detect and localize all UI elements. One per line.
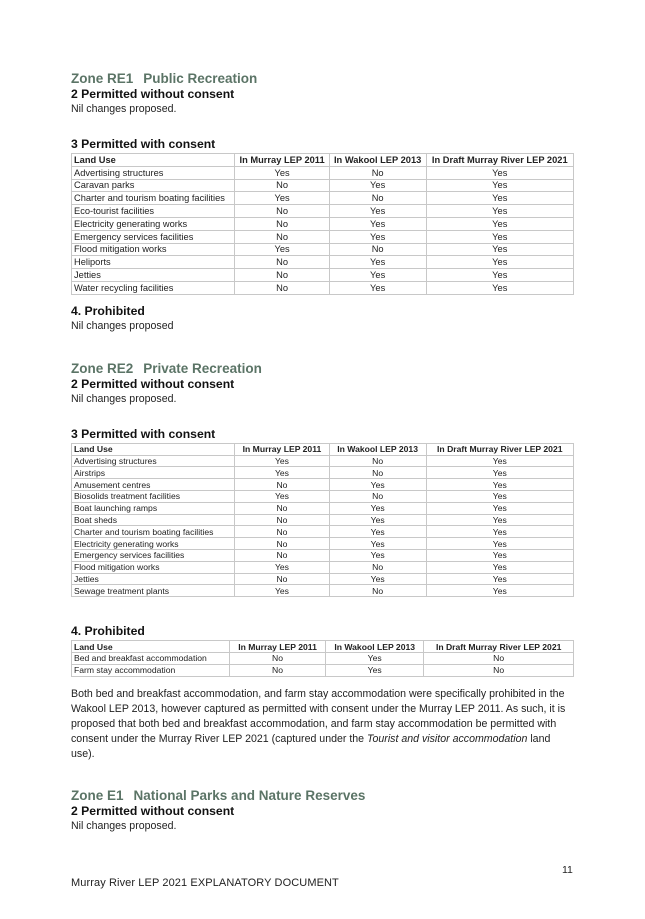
value-cell: Yes <box>426 256 573 269</box>
value-cell: No <box>329 467 426 479</box>
table-row <box>72 490 574 502</box>
table-row <box>72 166 574 179</box>
value-cell: Yes <box>426 243 573 256</box>
land-use-cell: Charter and tourism boating facilities <box>72 526 235 538</box>
re2-paragraph-text-1: Both bed and breakfast accommodation, and farm stay accommodation were specifically prohibited in the Wakool LEP 2013, however captured as permitted with consent under the Murray LEP 2011. As such, it is proposed that both bed and breakfast accommodation, and farm stay accommodation be permitted with consent under the Murray River LEP 2021 (captured under the <box>71 687 566 745</box>
zone-re2-name: Private Recreation <box>143 360 262 376</box>
zone-re2-code: Zone RE2 <box>71 360 134 376</box>
re1-permitted-with-consent-heading: 3 Permitted with consent <box>71 137 216 151</box>
zone-re2-heading <box>71 360 574 377</box>
table-row <box>72 479 574 491</box>
value-cell: Yes <box>426 490 573 502</box>
re2-permitted-without-consent-heading: 2 Permitted without consent <box>71 376 235 391</box>
column-header: In Wakool LEP 2013 <box>326 641 424 653</box>
value-cell: Yes <box>235 166 329 179</box>
e1-permitted-without-consent-heading: 2 Permitted without consent <box>71 803 235 818</box>
page-number: 11 <box>562 864 573 876</box>
value-cell: Yes <box>426 561 573 573</box>
value-cell: Yes <box>235 455 330 467</box>
table-row <box>72 538 574 550</box>
value-cell: Yes <box>426 217 573 230</box>
value-cell: Yes <box>326 652 424 664</box>
table-row <box>72 281 574 294</box>
land-use-cell: Sewage treatment plants <box>72 585 235 597</box>
column-header: In Murray LEP 2011 <box>230 641 326 653</box>
value-cell: No <box>235 217 329 230</box>
column-header: In Wakool LEP 2013 <box>329 443 426 455</box>
zone-re1-code: Zone RE1 <box>71 71 134 86</box>
value-cell: No <box>230 652 326 664</box>
value-cell: Yes <box>426 179 573 192</box>
value-cell: Yes <box>329 526 426 538</box>
table-row <box>72 502 574 514</box>
table-row <box>72 205 574 218</box>
re2-permitted-with-consent-heading: 3 Permitted with consent <box>71 426 216 441</box>
value-cell: Yes <box>426 573 573 585</box>
value-cell: Yes <box>426 514 573 526</box>
column-header: Land Use <box>72 641 230 653</box>
value-cell: Yes <box>329 217 426 230</box>
value-cell: No <box>329 490 426 502</box>
value-cell: Yes <box>235 192 329 205</box>
re2-prohibited-heading: 4. Prohibited <box>71 624 145 639</box>
zone-e1-name: National Parks and Nature Reserves <box>133 787 366 803</box>
value-cell: Yes <box>426 455 573 467</box>
value-cell: No <box>235 269 329 282</box>
land-use-cell: Farm stay accommodation <box>72 664 230 676</box>
value-cell: Yes <box>426 205 573 218</box>
re1-permitted-without-consent-heading: 2 Permitted without consent <box>71 87 235 101</box>
land-use-cell: Biosolids treatment facilities <box>72 490 235 502</box>
e1-pwoc-text: Nil changes proposed. <box>71 819 177 832</box>
table-row <box>72 664 574 676</box>
value-cell: Yes <box>329 256 426 269</box>
land-use-cell: Boat launching ramps <box>72 502 235 514</box>
land-use-cell: Electricity generating works <box>72 538 235 550</box>
table-row <box>72 256 574 269</box>
value-cell: No <box>329 166 426 179</box>
value-cell: Yes <box>329 230 426 243</box>
table-row <box>72 467 574 479</box>
table-row <box>72 549 574 561</box>
re2-pwoc-text: Nil changes proposed. <box>71 392 177 405</box>
land-use-cell: Flood mitigation works <box>72 561 235 573</box>
value-cell: Yes <box>426 192 573 205</box>
land-use-cell: Charter and tourism boating facilities <box>72 192 235 205</box>
value-cell: Yes <box>426 526 573 538</box>
value-cell: Yes <box>235 243 329 256</box>
value-cell: No <box>235 479 330 491</box>
value-cell: No <box>329 243 426 256</box>
value-cell: Yes <box>235 585 330 597</box>
value-cell: Yes <box>329 205 426 218</box>
value-cell: Yes <box>329 549 426 561</box>
column-header: In Murray LEP 2011 <box>235 154 329 167</box>
value-cell: Yes <box>329 269 426 282</box>
land-use-cell: Flood mitigation works <box>72 243 235 256</box>
zone-re1-name: Public Recreation <box>143 71 258 86</box>
value-cell: No <box>329 192 426 205</box>
value-cell: No <box>329 561 426 573</box>
table-row <box>72 652 574 664</box>
value-cell: No <box>235 205 329 218</box>
table-row <box>72 179 574 192</box>
table-row <box>72 526 574 538</box>
land-use-cell: Jetties <box>72 573 235 585</box>
value-cell: Yes <box>235 490 330 502</box>
value-cell: Yes <box>329 179 426 192</box>
table-row <box>72 230 574 243</box>
re2-paragraph-italic: Tourist and visitor accommodation <box>367 732 528 745</box>
table-row <box>72 217 574 230</box>
value-cell: No <box>329 455 426 467</box>
value-cell: No <box>329 585 426 597</box>
value-cell: No <box>235 538 330 550</box>
column-header: Land Use <box>72 443 235 455</box>
table-row <box>72 514 574 526</box>
land-use-cell: Electricity generating works <box>72 217 235 230</box>
value-cell: Yes <box>329 538 426 550</box>
land-use-cell: Caravan parks <box>72 179 235 192</box>
column-header: In Draft Murray River LEP 2021 <box>426 154 573 167</box>
value-cell: No <box>235 230 329 243</box>
column-header: Land Use <box>72 154 235 167</box>
value-cell: No <box>424 652 574 664</box>
re1-prohibited-heading: 4. Prohibited <box>71 303 145 318</box>
value-cell: Yes <box>329 573 426 585</box>
value-cell: No <box>235 573 330 585</box>
value-cell: No <box>235 179 329 192</box>
table-row <box>72 269 574 282</box>
value-cell: Yes <box>329 479 426 491</box>
value-cell: Yes <box>426 585 573 597</box>
value-cell: No <box>235 256 329 269</box>
land-use-cell: Bed and breakfast accommodation <box>72 652 230 664</box>
value-cell: Yes <box>426 166 573 179</box>
value-cell: Yes <box>426 230 573 243</box>
zone-re1-heading <box>71 70 574 87</box>
land-use-cell: Boat sheds <box>72 514 235 526</box>
value-cell: No <box>235 502 330 514</box>
value-cell: Yes <box>235 561 330 573</box>
value-cell: Yes <box>326 664 424 676</box>
document-page <box>71 70 574 833</box>
re1-prohibited-text: Nil changes proposed <box>71 319 174 332</box>
value-cell: No <box>424 664 574 676</box>
value-cell: Yes <box>426 269 573 282</box>
land-use-cell: Eco-tourist facilities <box>72 205 235 218</box>
value-cell: No <box>235 514 330 526</box>
table-header-row <box>72 154 574 167</box>
value-cell: No <box>235 549 330 561</box>
table-row <box>72 585 574 597</box>
value-cell: Yes <box>426 549 573 561</box>
land-use-cell: Airstrips <box>72 467 235 479</box>
column-header: In Wakool LEP 2013 <box>329 154 426 167</box>
table-row <box>72 192 574 205</box>
value-cell: Yes <box>426 467 573 479</box>
value-cell: Yes <box>426 502 573 514</box>
value-cell: Yes <box>329 281 426 294</box>
re2-prohibited-table <box>71 640 574 676</box>
column-header: In Murray LEP 2011 <box>235 443 330 455</box>
value-cell: Yes <box>329 514 426 526</box>
land-use-cell: Jetties <box>72 269 235 282</box>
land-use-cell: Heliports <box>72 256 235 269</box>
value-cell: Yes <box>426 281 573 294</box>
table-row <box>72 455 574 467</box>
value-cell: Yes <box>329 502 426 514</box>
table-header-row <box>72 641 574 653</box>
column-header: In Draft Murray River LEP 2021 <box>426 443 573 455</box>
table-row <box>72 573 574 585</box>
land-use-cell: Amusement centres <box>72 479 235 491</box>
re2-explanation-paragraph <box>71 687 574 762</box>
land-use-cell: Advertising structures <box>72 166 235 179</box>
table-row <box>72 561 574 573</box>
column-header: In Draft Murray River LEP 2021 <box>424 641 574 653</box>
footer-document-title: Murray River LEP 2021 EXPLANATORY DOCUMENT <box>71 877 339 889</box>
value-cell: Yes <box>426 479 573 491</box>
land-use-cell: Emergency services facilities <box>72 230 235 243</box>
re2-permitted-table <box>71 443 574 597</box>
land-use-cell: Emergency services facilities <box>72 549 235 561</box>
re1-pwoc-text: Nil changes proposed. <box>71 103 177 115</box>
land-use-cell: Advertising structures <box>72 455 235 467</box>
value-cell: No <box>235 526 330 538</box>
re2-paragraph-text-2: land use). <box>71 732 551 760</box>
land-use-cell: Water recycling facilities <box>72 281 235 294</box>
table-header-row <box>72 443 574 455</box>
value-cell: No <box>235 281 329 294</box>
zone-e1-code: Zone E1 <box>71 787 124 803</box>
table-row <box>72 243 574 256</box>
value-cell: Yes <box>426 538 573 550</box>
re1-permitted-table <box>71 153 574 295</box>
value-cell: Yes <box>235 467 330 479</box>
zone-e1-heading <box>71 787 574 804</box>
value-cell: No <box>230 664 326 676</box>
